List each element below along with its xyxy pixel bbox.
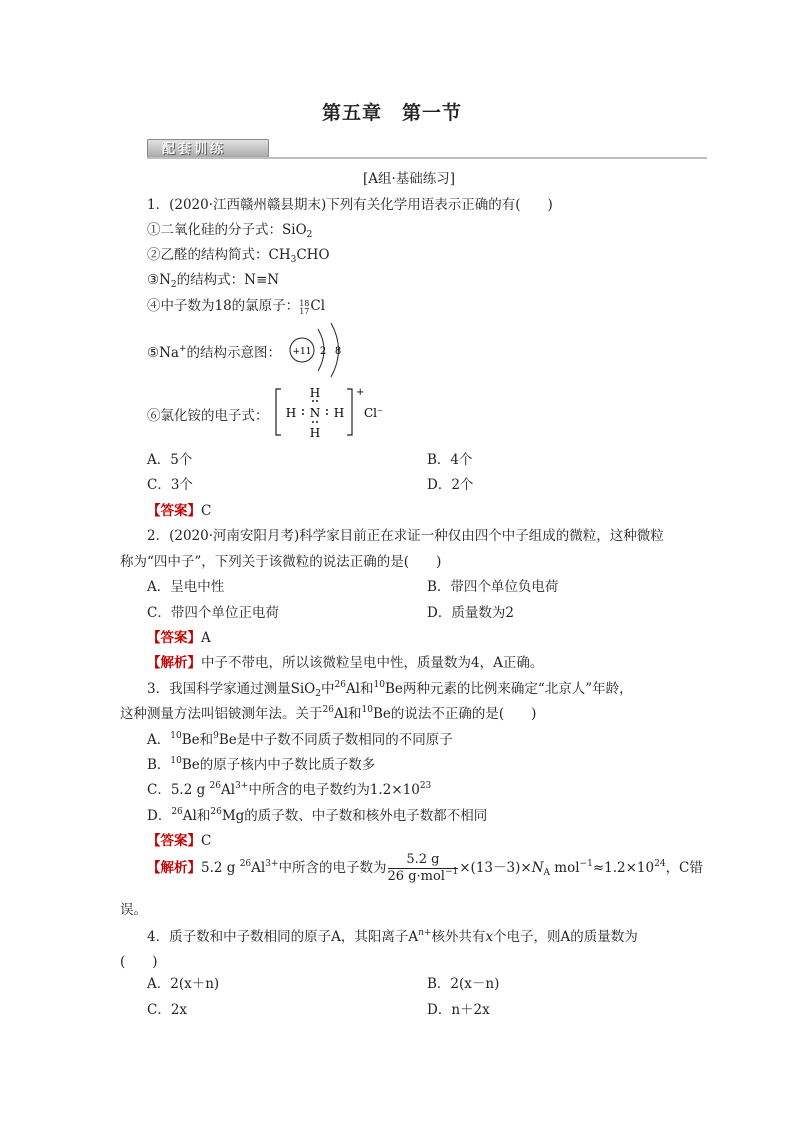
q3-answer: 【答案】C (147, 833, 212, 849)
q2-option-c[interactable]: C．带四个单位正电荷 (147, 605, 279, 621)
q1-item-3: $③N_2$的结构式：N≡N (147, 272, 280, 290)
q3-stem-line-2: 这种测量方法叫铝铍测年法。关于$^{26}$Al和$^{10}$Be的说法不正确的是( ) (120, 705, 537, 722)
q2-stem-line-2: 称为“四中子”，下列关于该微粒的说法正确的是( ) (120, 554, 442, 570)
nitrogen-center: N (309, 406, 321, 420)
q2-option-b[interactable]: B．带四个单位负电荷 (427, 579, 559, 595)
q2-stem-line-1: 2．(2020·河南安阳月考)科学家目前正在求证一种仅由四个中子组成的微粒，这种微粒 (147, 528, 664, 544)
q3-stem-line-1: 3．我国科学家通过测量SiO$_2$中$^{26}$Al和$^{10}$Be两种元素的比例来确定“北京人”年龄， (147, 680, 633, 699)
q1-answer: 【答案】C (147, 503, 212, 519)
section-banner: 配套训练 (147, 139, 269, 158)
q4-option-a[interactable]: A．2(x＋n) (147, 976, 220, 992)
q1-item-5: ⑤Na+的结构示意图： (147, 344, 282, 361)
sodium-ion-structure-diagram (286, 317, 356, 383)
chloride-anion: Cl⁻ (364, 406, 384, 420)
q1-option-d[interactable]: D．2个 (427, 477, 474, 493)
q1-option-c[interactable]: C．3个 (147, 477, 193, 493)
q2-answer: 【答案】A (147, 630, 211, 646)
q3-analysis-line-2: 误。 (120, 902, 147, 918)
q4-option-c[interactable]: C．2x (147, 1002, 188, 1018)
hydrogen-top: H (309, 386, 321, 400)
q4-option-b[interactable]: B．2(x－n) (427, 976, 500, 992)
q1-item-1: ①二氧化硅的分子式：SiO$_2$ (147, 222, 313, 240)
q1-option-a[interactable]: A．5个 (147, 452, 193, 468)
q3-option-c[interactable]: C．5.2 g $^{26}Al^{3+}$中所含的电子数约为$1.2\times 10^{23}$ (147, 781, 432, 798)
q2-analysis: 【解析】中子不带电，所以该微粒呈电中性，质量数为4，A正确。 (147, 655, 544, 671)
ammonium-chloride-electron-formula (272, 384, 392, 442)
left-bracket (276, 389, 281, 435)
chlorine-isotope-numbers: 18 17 (299, 299, 310, 316)
shell-1-count: 2 (319, 346, 327, 357)
right-bracket (347, 389, 352, 435)
q1-item-6: ⑥氯化铵的电子式： (147, 408, 269, 424)
hydrogen-right: H (333, 406, 345, 420)
q4-option-d[interactable]: D．n＋2x (427, 1002, 490, 1018)
q3-option-b[interactable]: B．$^{10}$Be的原子核内中子数比质子数多 (147, 756, 376, 773)
q3-analysis: 【解析】5.2 g $^{26}Al^{3+}$中所含的电子数为 $\frac{5.2 g}{26 g\cdot mol^{-1}}$ $\times(13-3)\times N_A$ $mol^{-1}\approx 1.2\times 10^{24}$，C错 (147, 852, 703, 884)
shell-2-count: 8 (334, 346, 342, 357)
section-label: [A组·基础练习] (363, 171, 456, 187)
q2-option-d[interactable]: D．质量数为2 (427, 605, 514, 621)
q1-item-2: ②乙醛的结构简式：$CH_3CHO$ (147, 247, 330, 265)
q2-option-a[interactable]: A．呈电中性 (147, 579, 225, 595)
cation-charge: + (356, 387, 365, 398)
hydrogen-bottom: H (309, 426, 321, 440)
q3-option-a[interactable]: A．$^{10}$Be和$^9$Be是中子数不同质子数相同的不同原子 (147, 731, 453, 748)
q4-stem-line-1: 4．质子数和中子数相同的原子A，其阳离子$A^{n+}$核外共有x个电子，则A的质量数为 (147, 928, 638, 945)
q1-item-4: ④中子数为18的氯原子： 18 17 Cl (147, 298, 326, 316)
page-title: 第五章 第一节 (322, 102, 463, 124)
banner-rule (147, 157, 707, 159)
q4-stem-line-2: ( ) (120, 954, 158, 970)
q3-option-d[interactable]: D．$^{26}$Al和$^{26}$Mg的质子数、中子数和核外电子数都不相同 (147, 807, 488, 824)
nucleus-charge: +11 (292, 347, 312, 357)
q1-stem: 1．(2020·江西赣州赣县期末)下列有关化学用语表示正确的有( ) (147, 197, 553, 213)
hydrogen-left: H (285, 406, 297, 420)
mass-fraction: $\frac{5.2 g}{26 g\cdot mol^{-1}}$ (387, 852, 459, 884)
q1-option-b[interactable]: B．4个 (427, 452, 473, 468)
